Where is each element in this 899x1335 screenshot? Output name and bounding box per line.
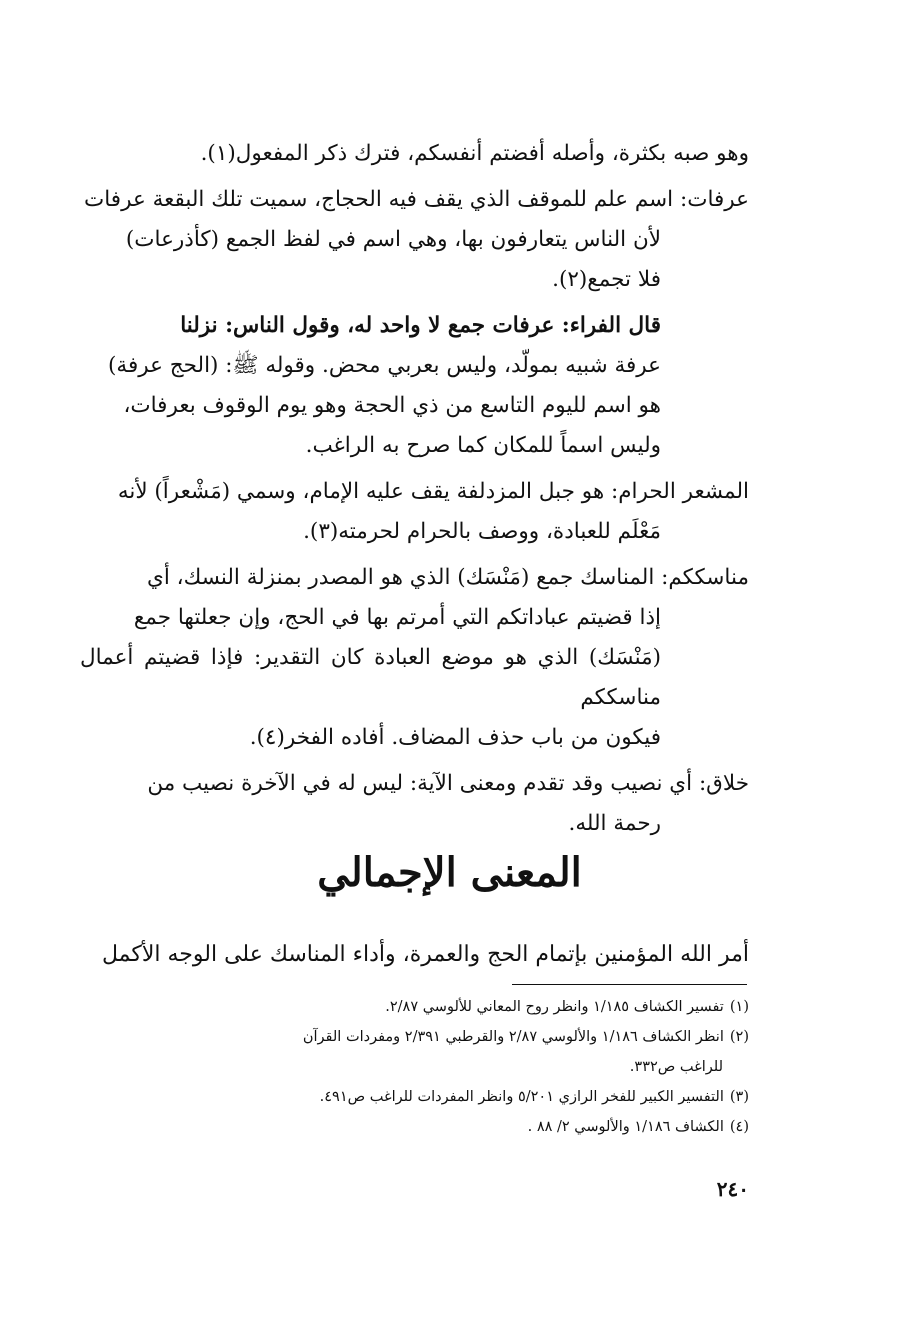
entry-khalaq xyxy=(80,764,749,844)
text-line: رحمة الله. xyxy=(568,811,661,836)
footnote-1 xyxy=(80,992,749,1022)
text-line: عرفة شبيه بمولّد، وليس بعربي محض. وقوله ﷺ: (الحج عرفة) xyxy=(108,353,661,378)
footnote-text: التفسير الكبير للفخر الرازي ٥/٢٠١ وانظر المفردات للراغب ص٤٩١. xyxy=(319,1089,724,1105)
body-text xyxy=(80,134,749,850)
section-heading: المعنى الإجمالي xyxy=(317,849,582,896)
text-line: عرفات: اسم علم للموقف الذي يقف فيه الحجاج، سميت تلك البقعة عرفات xyxy=(84,187,749,212)
page-number: ٢٤٠ xyxy=(716,1177,749,1201)
text-line: (مَنْسَك) الذي هو موضع العبادة كان التقدير: فإذا قضيتم أعمال مناسككم xyxy=(80,645,661,710)
text-line: فيكون من باب حذف المضاف. أفاده الفخر(٤). xyxy=(249,725,661,750)
text-line: خلاق: أي نصيب وقد تقدم ومعنى الآية: ليس له في الآخرة نصيب من xyxy=(147,771,749,796)
footnotes xyxy=(80,992,749,1142)
footnote-number: (٢) xyxy=(729,1029,749,1045)
footnote-2 xyxy=(80,1022,749,1082)
footnote-divider xyxy=(512,984,747,985)
entry-arafat xyxy=(80,180,749,300)
footnote-number: (١) xyxy=(729,999,749,1015)
text-line: مناسككم: المناسك جمع (مَنْسَك) الذي هو المصدر بمنزلة النسك، أي xyxy=(147,565,749,590)
paragraph-farra xyxy=(80,306,749,466)
text-line: لأن الناس يتعارفون بها، وهي اسم في لفظ الجمع (كأذرعات) xyxy=(125,227,661,252)
footnote-3 xyxy=(80,1082,749,1112)
text-line: المشعر الحرام: هو جبل المزدلفة يقف عليه الإمام، وسمي (مَشْعراً) لأنه xyxy=(117,479,749,504)
text-line: هو اسم لليوم التاسع من ذي الحجة وهو يوم الوقوف بعرفات، xyxy=(123,393,661,418)
paragraph-intro xyxy=(80,134,749,174)
footnote-text: الكشاف ١/١٨٦ والألوسي ٢/ ٨٨ . xyxy=(527,1119,724,1135)
footnote-text: تفسير الكشاف ١/١٨٥ وانظر روح المعاني للألوسي ٢/٨٧. xyxy=(385,999,724,1015)
text-line: وليس اسماً للمكان كما صرح به الراغب. xyxy=(305,433,661,458)
footnote-text: انظر الكشاف ١/١٨٦ والألوسي ٢/٨٧ والقرطبي ٢/٣٩١ ومفردات القرآن xyxy=(302,1029,724,1045)
footnote-continuation: للراغب ص٣٣٢. xyxy=(629,1059,723,1075)
text-line: فلا تجمع(٢). xyxy=(552,267,661,292)
footnote-number: (٣) xyxy=(729,1089,749,1105)
text-line: قال الفراء: عرفات جمع لا واحد له، وقول الناس: نزلنا xyxy=(180,313,661,338)
text-line: مَعْلَم للعبادة، ووصف بالحرام لحرمته(٣). xyxy=(303,519,661,544)
text-line: وهو صبه بكثرة، وأصله أفضتم أنفسكم، فترك ذكر المفعول(١). xyxy=(200,141,749,166)
text-line: إذا قضيتم عباداتكم التي أمرتم بها في الحج، وإن جعلتها جمع xyxy=(133,605,661,630)
lead-line: أمر الله المؤمنين بإتمام الحج والعمرة، وأداء المناسك على الوجه الأكمل xyxy=(102,942,749,967)
footnote-number: (٤) xyxy=(729,1119,749,1135)
entry-mashar xyxy=(80,472,749,552)
entry-manasik xyxy=(80,558,749,758)
footnote-4 xyxy=(80,1112,749,1142)
